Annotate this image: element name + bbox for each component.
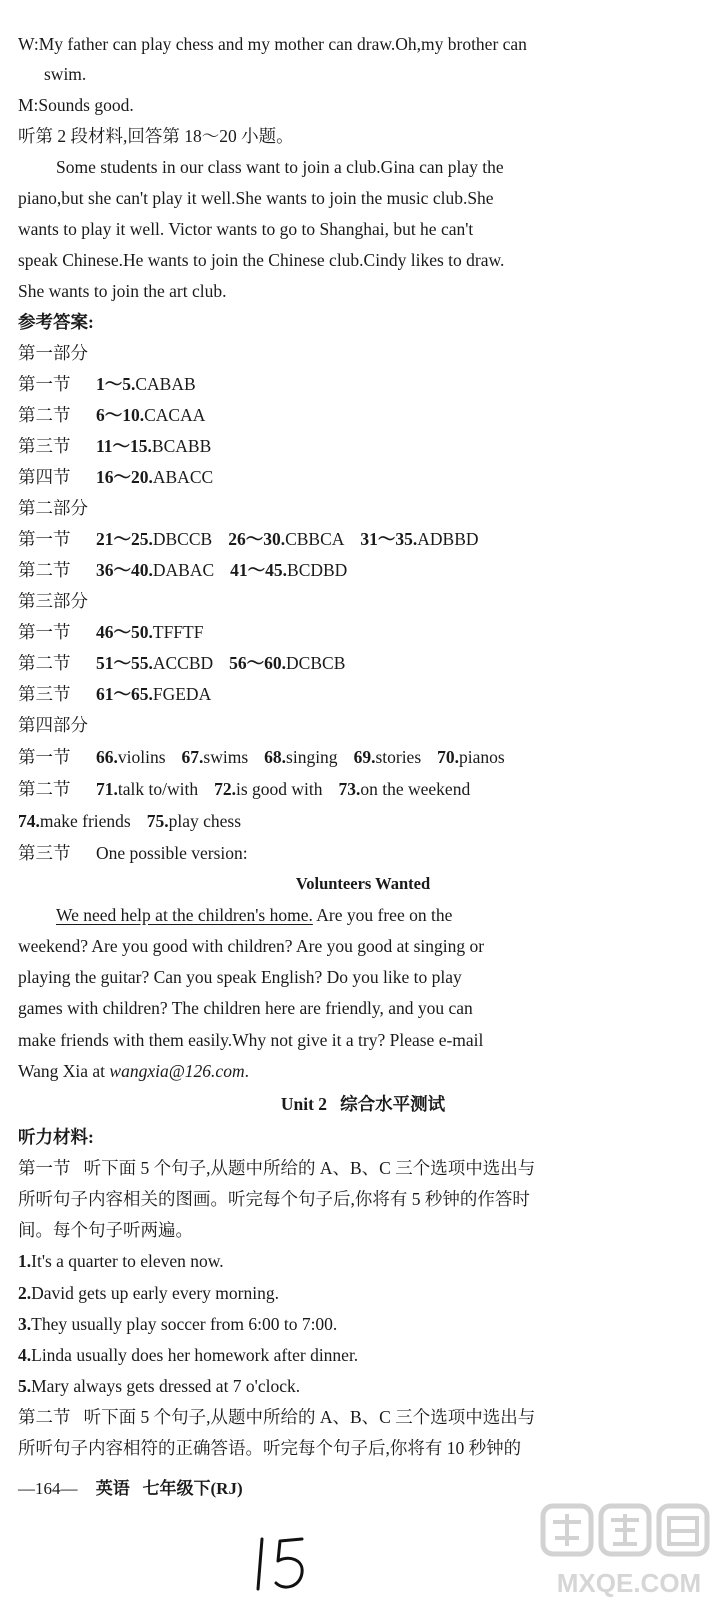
part-heading: 第四部分 [18, 715, 88, 735]
answer-value: CABAB [135, 374, 196, 394]
answer-value: play chess [168, 811, 242, 831]
answer-row [18, 562, 347, 580]
sentence-item [18, 1378, 300, 1396]
answer-value: swims [203, 747, 249, 767]
section-label: 第三节 [18, 436, 71, 456]
section1-instructions: 第一节 听下面 5 个句子,从题中所给的 A、B、C 三个选项中选出与 [18, 1158, 536, 1178]
section-label: 第一节 [18, 374, 71, 394]
unit-title: Unit 2 综合水平测试 [280, 1094, 446, 1114]
sentence-number: 3. [18, 1314, 32, 1334]
sentence-item [18, 1316, 337, 1334]
sentence-text: Linda usually does her homework after dinner. [31, 1345, 359, 1365]
answer-value: on the weekend [360, 779, 471, 799]
section2-instructions: 所听句子内容相符的正确答语。听完每个句子后,你将有 10 秒钟的 [18, 1438, 522, 1458]
answer-number: 70. [437, 747, 460, 767]
answer-value: ACCBD [152, 653, 214, 673]
section-label: 第二节 [18, 653, 71, 673]
answer-range: 11～15. [96, 436, 152, 456]
answer-range: 41～45. [230, 560, 288, 580]
passage-line: speak Chinese.He wants to join the Chinese club.Cindy likes to draw. [18, 250, 505, 270]
essay-text: . [244, 1061, 249, 1081]
answer-number: 67. [181, 747, 204, 767]
essay-text: Wang Xia at [18, 1061, 110, 1081]
answer-range: 36～40. [96, 560, 153, 580]
dialog-line-w: W:My father can play chess and my mother can draw.Oh,my brother can [18, 34, 527, 54]
essay-line: weekend? Are you good with children? Are you good at singing or [18, 936, 485, 956]
passage-line: She wants to join the art club. [18, 281, 227, 301]
answer-value: violins [117, 747, 166, 767]
essay-line [56, 907, 452, 925]
sentence-number: 5. [18, 1376, 32, 1396]
section1-instructions: 所听句子内容相关的图画。听完每个句子后,你将有 5 秒钟的作答时 [18, 1189, 530, 1209]
book-title: 英语 七年级下(RJ) [95, 1479, 243, 1498]
answer-value: talk to/with [117, 779, 199, 799]
answer-range: 21～25. [96, 529, 153, 549]
answer-range: 16～20. [96, 467, 153, 487]
answer-number: 69. [353, 747, 376, 767]
essay-line: playing the guitar? Can you speak English? Do you like to play [18, 967, 462, 987]
passage-line: wants to play it well. Victor wants to go to Shanghai, but he can't [18, 219, 474, 239]
answer-value: stories [375, 747, 422, 767]
answer-range: 51～55. [96, 653, 153, 673]
answer-row [18, 749, 505, 767]
essay-line: games with children? The children here are friendly, and you can [18, 998, 473, 1018]
sentence-text: They usually play soccer from 6:00 to 7:00. [31, 1314, 338, 1334]
essay-line [18, 1063, 249, 1081]
answer-range: 46～50. [96, 622, 153, 642]
answer-row [18, 813, 241, 831]
answer-value: TFFTF [152, 622, 204, 642]
answer-value: make friends [39, 811, 131, 831]
answer-row [18, 469, 213, 487]
section-label: 第三节 [18, 843, 71, 863]
sentence-text: Mary always gets dressed at 7 o'clock. [31, 1376, 301, 1396]
answer-range: 61～65. [96, 684, 153, 704]
answer-row [18, 845, 248, 863]
section-label: 第二节 [18, 779, 71, 799]
dialog-line-w-cont: swim. [44, 64, 87, 84]
sentence-text: It's a quarter to eleven now. [31, 1251, 224, 1271]
answer-number: 72. [214, 779, 236, 799]
section-label: 第二节 [18, 405, 71, 425]
answer-row [18, 686, 211, 704]
section1-instructions: 间。每个句子听两遍。 [18, 1220, 193, 1240]
answer-value: DABAC [152, 560, 215, 580]
section-label: 第三节 [18, 684, 71, 704]
answer-value: BCDBD [287, 560, 348, 580]
answer-value: ADBBD [417, 529, 479, 549]
dialog-line-m: M:Sounds good. [18, 95, 134, 115]
listening-label: 听力材料: [18, 1127, 94, 1147]
answer-row [18, 655, 345, 673]
answer-value: DBCCB [152, 529, 213, 549]
part-heading: 第二部分 [18, 498, 88, 518]
passage-line: piano,but she can't play it well.She wants to join the music club.She [18, 188, 494, 208]
answer-row [18, 376, 196, 394]
answer-number: 73. [338, 779, 361, 799]
sentence-item [18, 1253, 224, 1271]
answer-value: is good with [235, 779, 323, 799]
answer-value: ABACC [152, 467, 214, 487]
section-label: 第二节 [18, 560, 71, 580]
answer-value: DCBCB [286, 653, 346, 673]
answer-row [18, 624, 203, 642]
answer-value: CBBCA [285, 529, 345, 549]
page-number: —164— [18, 1479, 78, 1498]
answer-row [18, 781, 470, 799]
essay-text: Are you free on the [316, 905, 453, 925]
answer-number: 68. [264, 747, 287, 767]
passage-line: Some students in our class want to join a club.Gina can play the [56, 157, 504, 177]
answer-range: 31～35. [360, 529, 418, 549]
sentence-text: David gets up early every morning. [31, 1283, 279, 1303]
answer-row [18, 407, 205, 425]
sentence-number: 1. [18, 1251, 32, 1271]
answer-number: 74. [18, 811, 40, 831]
section2-instructions: 第二节 听下面 5 个句子,从题中所给的 A、B、C 三个选项中选出与 [18, 1407, 536, 1427]
answer-row [18, 438, 211, 456]
part-heading: 第一部分 [18, 343, 88, 363]
part2-heading: 听第 2 段材料,回答第 18～20 小题。 [18, 126, 294, 146]
section-label: 第一节 [18, 622, 71, 642]
answers-label: 参考答案: [18, 312, 94, 332]
handwritten-number [252, 1535, 312, 1593]
answer-value: FGEDA [152, 684, 212, 704]
answer-range: 1～5. [96, 374, 136, 394]
sentence-number: 4. [18, 1345, 32, 1365]
answer-range: 26～30. [228, 529, 286, 549]
sentence-number: 2. [18, 1283, 32, 1303]
section-label: 第一节 [18, 529, 71, 549]
sentence-item [18, 1347, 358, 1365]
watermark-logo [535, 1500, 723, 1600]
watermark-text: MXQE.COM [556, 1568, 702, 1598]
section-label: 第一节 [18, 747, 71, 767]
answer-value: pianos [459, 747, 505, 767]
essay-line: make friends with them easily.Why not give it a try? Please e-mail [18, 1030, 484, 1050]
email-address: wangxia@126.com [109, 1061, 245, 1081]
answer-value: CACAA [144, 405, 206, 425]
section-label: 第四节 [18, 467, 71, 487]
answer-value: BCABB [151, 436, 212, 456]
answer-number: 75. [146, 811, 169, 831]
answer-row [18, 531, 479, 549]
answer-number: 71. [96, 779, 118, 799]
essay-underlined-sentence: We need help at the children's home. [56, 905, 313, 925]
sentence-item [18, 1285, 279, 1303]
page-footer [18, 1480, 243, 1497]
answer-number: 66. [96, 747, 118, 767]
part-heading: 第三部分 [18, 591, 88, 611]
answer-range: 56～60. [229, 653, 287, 673]
answer-value: singing [286, 747, 338, 767]
essay-title: Volunteers Wanted [295, 874, 431, 893]
version-label: One possible version: [96, 843, 248, 863]
answer-range: 6～10. [96, 405, 145, 425]
